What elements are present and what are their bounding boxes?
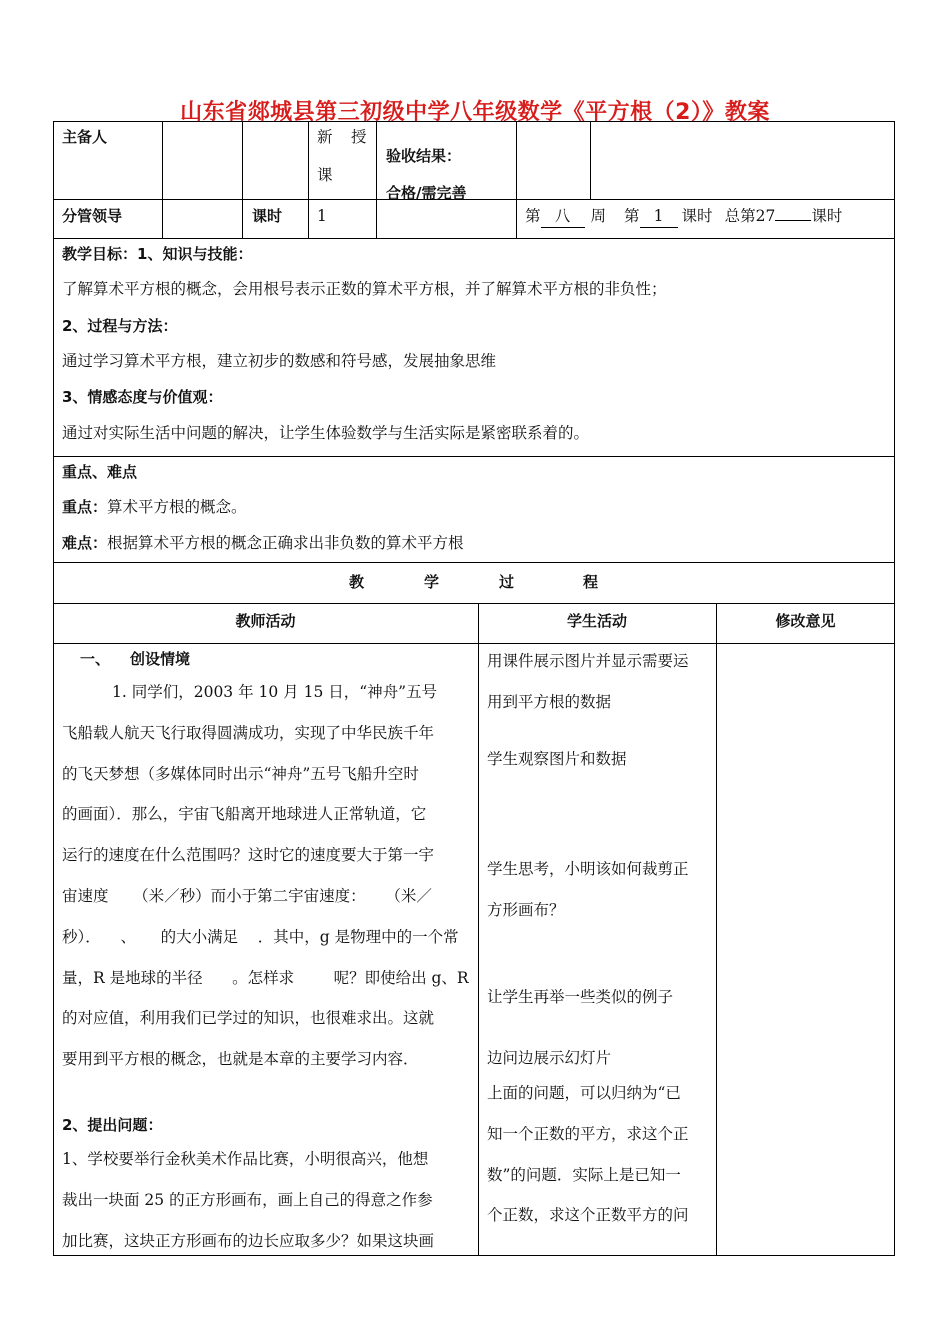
lead-preparer-label: 主备人 [62, 128, 108, 146]
lesson-suffix: 课时 [681, 207, 713, 225]
student-line: 方形画布？ [487, 900, 565, 919]
section1-title: 创设情境 [130, 650, 191, 668]
paragraph-line: 秒）． 、 的大小满足 ．其中，g 是物理中的一个常 [62, 927, 459, 946]
process-heading-char: 程 [583, 573, 599, 591]
student-line: 学生思考，小明该如何裁剪正 [487, 860, 689, 878]
paragraph-line: 1. 同学们，2003 年 10 月 15 日，“神舟”五号 [112, 683, 438, 701]
student-activity-header: 学生活动 [566, 612, 627, 630]
period-label: 课时 [252, 207, 283, 225]
student-line: 知一个正数的平方，求这个正 [487, 1124, 689, 1143]
difficulty-point [62, 532, 464, 554]
row-divider [53, 238, 895, 239]
page-title: 山东省郯城县第三初级中学八年级数学《平方根（2）》教案 [180, 100, 770, 125]
student-line: 上面的问题，可以归纳为“已 [487, 1084, 681, 1102]
col-divider [162, 121, 163, 238]
paragraph-line: 飞船载人航天飞行取得圆满成功，实现了中华民族千年 [62, 723, 435, 742]
row-divider [53, 643, 895, 644]
student-line: 学生观察图片和数据 [487, 750, 627, 768]
problem-paragraph [62, 1139, 434, 1261]
week-value: 八 [541, 205, 585, 228]
total-value: 27 [755, 207, 776, 225]
paragraph-line: 要用到平方根的概念，也就是本章的主要学习内容． [62, 1050, 419, 1069]
student-block [487, 641, 689, 723]
lesson-prefix: 第 [624, 207, 640, 225]
col-divider [716, 603, 717, 1256]
period-value: 1 [317, 207, 327, 225]
student-line: 个正数，求这个正数平方的问 [487, 1206, 689, 1225]
total-suffix: 课时 [811, 207, 843, 225]
student-line: 用到平方根的数据 [487, 692, 612, 711]
knowledge-text: 了解算术平方根的概念，会用根号表示正数的算术平方根，并了解算术平方根的非负性； [62, 280, 667, 298]
row-divider [53, 199, 895, 200]
row-divider [53, 603, 895, 604]
row-divider [53, 456, 895, 457]
attitude-heading: 3、情感态度与价值观： [62, 388, 223, 406]
scenario-paragraph [62, 672, 469, 1080]
course-type-part: 新 [317, 128, 333, 146]
key-points-heading: 重点、难点 [62, 463, 138, 481]
revision-header: 修改意见 [775, 612, 836, 630]
acceptance-options: 合格/需完善 [386, 184, 467, 202]
col-divider [478, 603, 479, 1256]
acceptance-label: 验收结果： [386, 147, 462, 165]
section1-number: 一、 [80, 650, 111, 668]
student-line: 边问边展示幻灯片 [487, 1049, 612, 1067]
paragraph-line: 量，R 是地球的半径 。怎样求 呢？即使给出 g、R [62, 968, 469, 987]
paragraph-line: 加比赛，这块正方形画布的边长应取多少？如果这块画 [62, 1231, 435, 1250]
schedule-info [525, 205, 842, 228]
paragraph-line: 裁出一块面 25 的正方形画布，画上自己的得意之作参 [62, 1190, 433, 1209]
process-method-text: 通过学习算术平方根，建立初步的数感和符号感，发展抽象思维 [62, 352, 497, 370]
paragraph-line: 宙速度 （米／秒）而小于第二宇宙速度： （米／ [62, 886, 432, 905]
col-divider [516, 121, 517, 238]
paragraph-line: 的飞天梦想（多媒体同时出示“神舟”五号飞船升空时 [62, 764, 419, 783]
total-prefix: 总第 [724, 207, 756, 225]
col-divider [308, 121, 309, 238]
col-divider [590, 121, 591, 199]
student-line: 用课件展示图片并显示需要运 [487, 652, 689, 670]
row-divider [53, 562, 895, 563]
process-heading-char: 教 [349, 573, 365, 591]
paragraph-line: 的对应值，利用我们已学过的知识，也很难求出。这就 [62, 1009, 435, 1028]
student-block [487, 849, 689, 931]
student-block [487, 1073, 689, 1236]
course-type-part: 授 [351, 128, 367, 146]
attitude-text: 通过对实际生活中问题的解决，让学生体验数学与生活实际是紧密联系着的。 [62, 424, 590, 442]
col-divider [242, 121, 243, 238]
paragraph-line: 的画面）．那么，宇宙飞船离开地球进人正常轨道，它 [62, 805, 427, 824]
paragraph-line: 1、学校要举行金秋美术作品比赛，小明很高兴，他想 [62, 1150, 429, 1168]
difficulty-text: 根据算术平方根的概念正确求出非负数的算术平方根 [107, 534, 464, 552]
key-point-label: 重点： [62, 498, 108, 516]
objectives-heading: 教学目标：1、知识与技能： [62, 245, 253, 263]
student-line: 数”的问题．实际上是已知一 [487, 1165, 681, 1184]
section2-title: 2、提出问题： [62, 1116, 163, 1134]
process-heading-char: 学 [424, 573, 440, 591]
col-divider [376, 121, 377, 238]
process-method-heading: 2、过程与方法： [62, 317, 178, 335]
supervisor-label: 分管领导 [62, 207, 123, 225]
process-heading-char: 过 [499, 573, 515, 591]
teacher-activity-header: 教师活动 [235, 612, 296, 630]
course-type-part: 课 [317, 166, 333, 184]
paragraph-line: 运行的速度在什么范围吗？这时它的速度要大于第一宇 [62, 846, 435, 865]
week-prefix: 第 [525, 207, 541, 225]
total-underline [775, 220, 811, 221]
week-suffix: 周 [590, 207, 607, 225]
difficulty-label: 难点： [62, 534, 108, 552]
key-point-text: 算术平方根的概念。 [107, 498, 247, 516]
lesson-value: 1 [640, 205, 678, 228]
key-point [62, 496, 247, 518]
student-line: 让学生再举一些类似的例子 [487, 988, 674, 1006]
